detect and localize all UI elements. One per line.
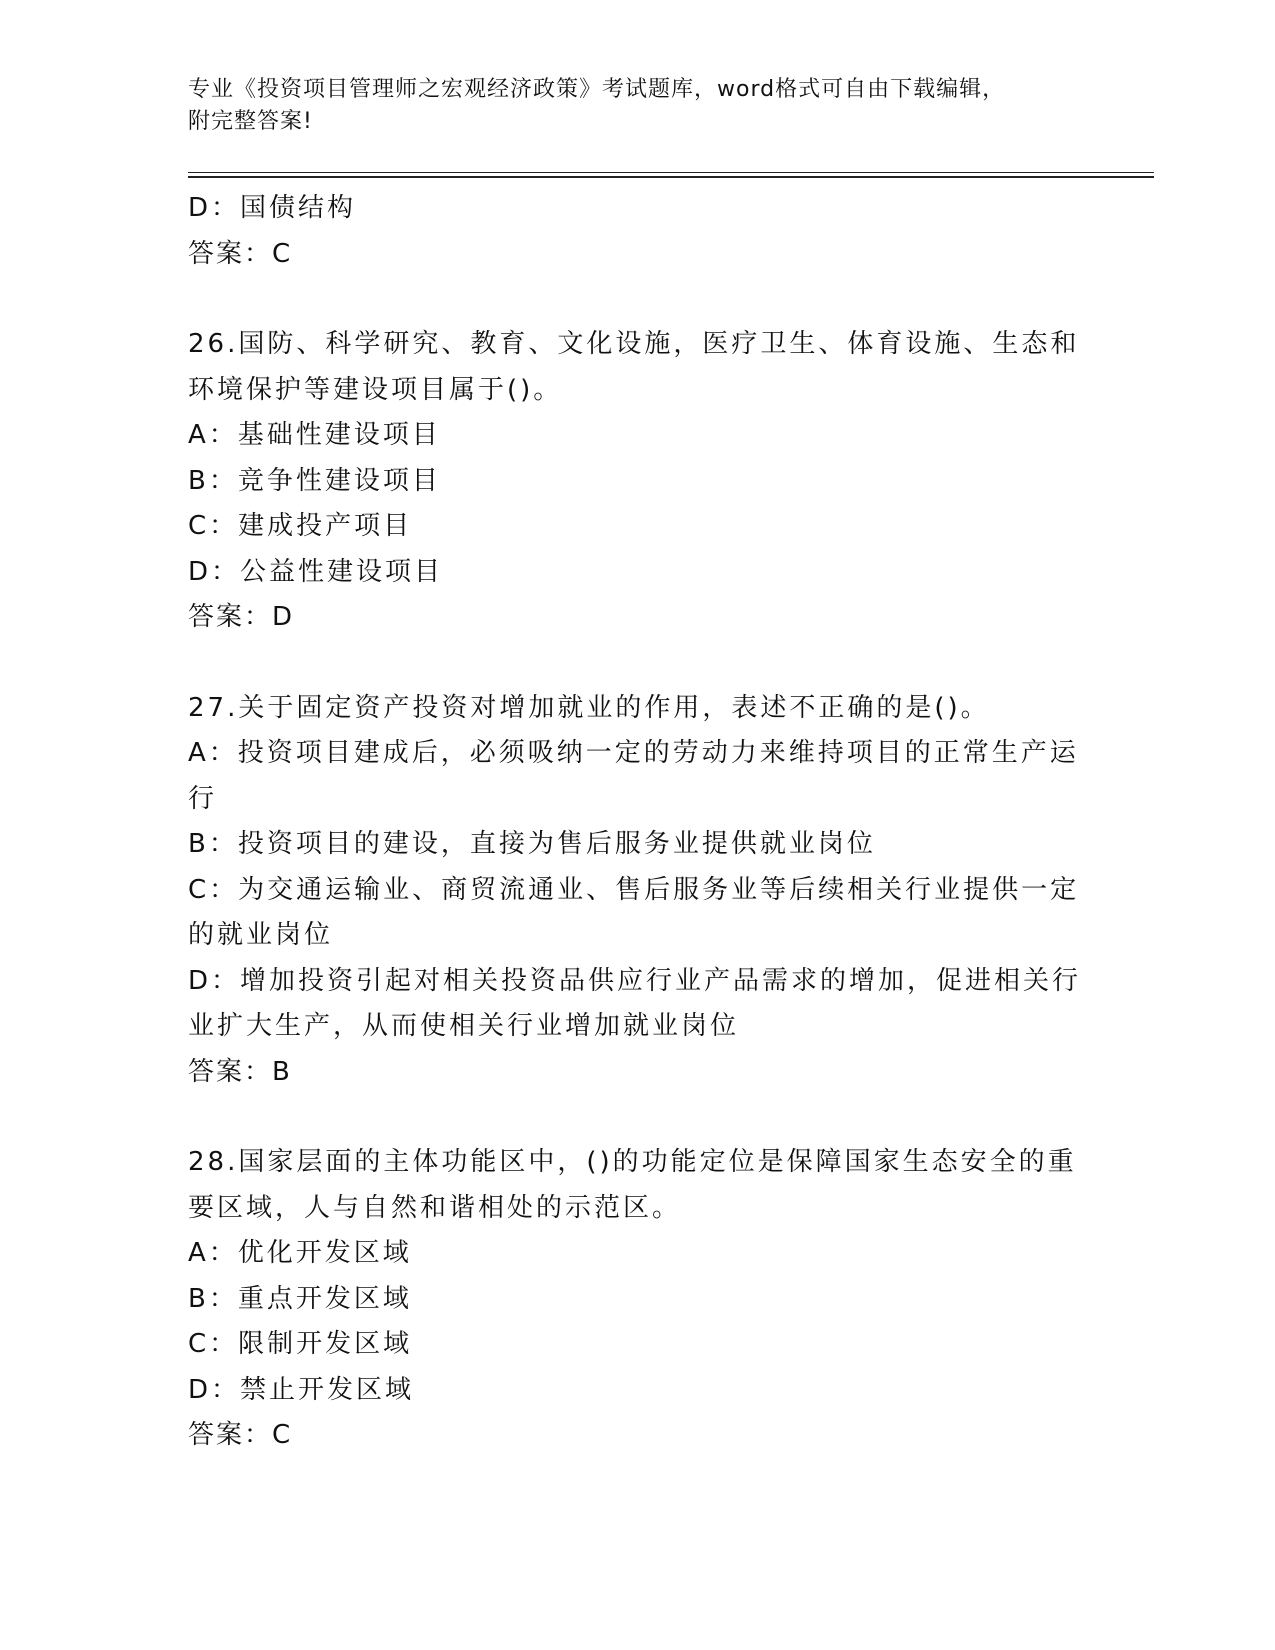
question-stem: 环境保护等建设项目属于()。 [188, 374, 563, 405]
option-c: C：限制开发区域 [188, 1329, 413, 1359]
question-26 [188, 322, 1088, 641]
answer-line: 答案：B [188, 1056, 292, 1087]
page-header [188, 74, 1088, 138]
option-b: B：竞争性建设项目 [188, 465, 441, 496]
option-c: C：为交通运输业、商贸流通业、售后服务业等后续相关行业提供一定 [188, 874, 1080, 905]
option-c-continued: 的就业岗位 [188, 920, 334, 950]
answer-line: 答案：D [188, 602, 295, 632]
option-d: D：增加投资引起对相关投资品供应行业产品需求的增加，促进相关行 [188, 965, 1082, 996]
question-stem: 27.关于固定资产投资对增加就业的作用，表述不正确的是()。 [188, 692, 990, 723]
question-list [188, 186, 1088, 1459]
answer-line: 答案：C [188, 1420, 293, 1450]
spacer [188, 277, 1088, 322]
question-25-tail [188, 186, 1088, 277]
option-b: B：重点开发区域 [188, 1283, 412, 1314]
option-d: D：禁止开发区域 [188, 1374, 415, 1405]
spacer [188, 1095, 1088, 1140]
option-a: A：基础性建设项目 [188, 420, 441, 450]
option-d: D：国债结构 [188, 193, 357, 223]
option-d-continued: 业扩大生产，从而使相关行业增加就业岗位 [188, 1011, 740, 1041]
header-divider-thin [188, 172, 1154, 173]
question-28 [188, 1140, 1088, 1459]
answer-line: 答案：C [188, 238, 293, 269]
option-c: C：建成投产项目 [188, 511, 413, 541]
header-line-1: 专业《投资项目管理师之宏观经济政策》考试题库，word格式可自由下载编辑， [188, 77, 1006, 102]
question-stem: 要区域，人与自然和谐相处的示范区。 [188, 1192, 682, 1223]
spacer [188, 641, 1088, 686]
option-a-continued: 行 [188, 783, 218, 814]
option-a: A：投资项目建成后，必须吸纳一定的劳动力来维持项目的正常生产运 [188, 738, 1079, 768]
header-line-2: 附完整答案! [188, 109, 313, 134]
option-b: B：投资项目的建设，直接为售后服务业提供就业岗位 [188, 829, 876, 859]
option-a: A：优化开发区域 [188, 1238, 412, 1268]
header-divider-thick [188, 176, 1154, 178]
question-27 [188, 686, 1088, 1096]
question-stem: 28.国家层面的主体功能区中，()的功能定位是保障国家生态安全的重 [188, 1147, 1077, 1177]
question-stem: 26.国防、科学研究、教育、文化设施，医疗卫生、体育设施、生态和 [188, 329, 1080, 359]
option-d: D：公益性建设项目 [188, 556, 444, 587]
